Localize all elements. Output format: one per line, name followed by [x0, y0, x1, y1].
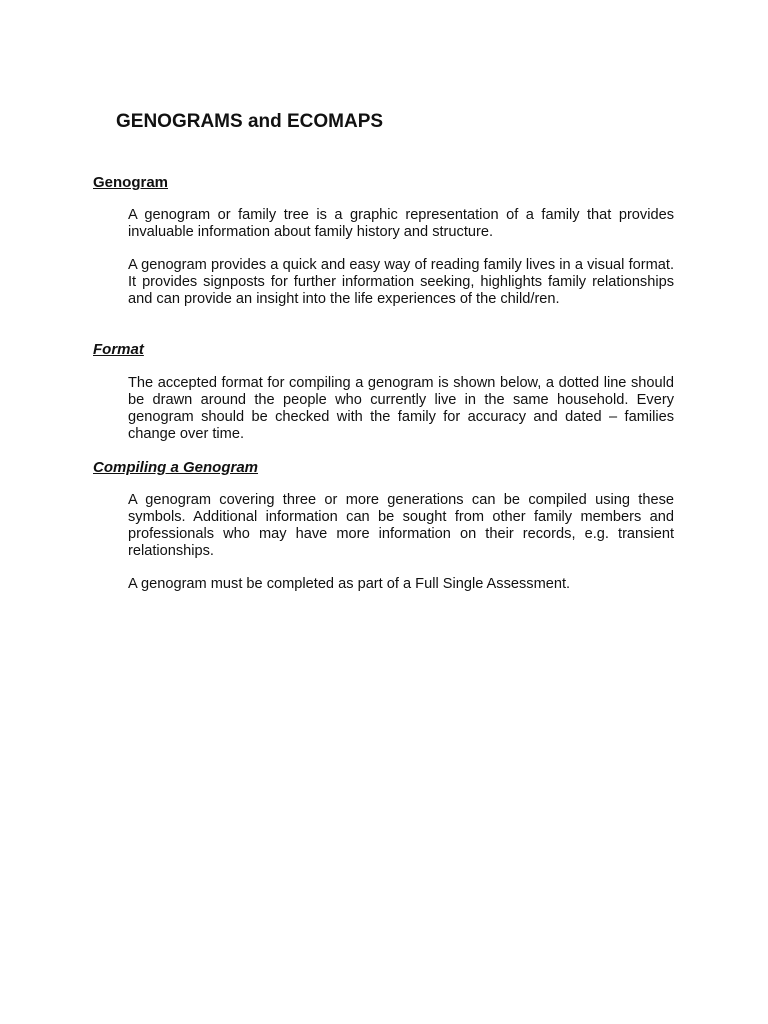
paragraph-compiling: A genogram covering three or more generations can be compiled using these symbols. Additional information can be sought from other family members and professionals who may have more information on their records, e.g. transient relationships.	[128, 492, 674, 559]
section-heading-format: Format	[93, 341, 144, 358]
section-heading-compiling: Compiling a Genogram	[93, 459, 259, 476]
paragraph-genogram-definition: A genogram or family tree is a graphic representation of a family that provides invaluable information about family history and structure.	[128, 207, 674, 240]
paragraph-genogram-benefits: A genogram provides a quick and easy way of reading family lives in a visual format. It provides signposts for further information seeking, highlights family relationships and can provide an insight into the life experiences of the child/ren.	[128, 257, 674, 307]
section-heading-genogram: Genogram	[93, 174, 169, 191]
document-title: GENOGRAMS and ECOMAPS	[116, 111, 384, 132]
paragraph-assessment: A genogram must be completed as part of a Full Single Assessment.	[128, 576, 571, 592]
paragraph-format: The accepted format for compiling a genogram is shown below, a dotted line should be drawn around the people who currently live in the same household. Every genogram should be checked with the family for accuracy and dated – families change over time.	[128, 375, 674, 442]
